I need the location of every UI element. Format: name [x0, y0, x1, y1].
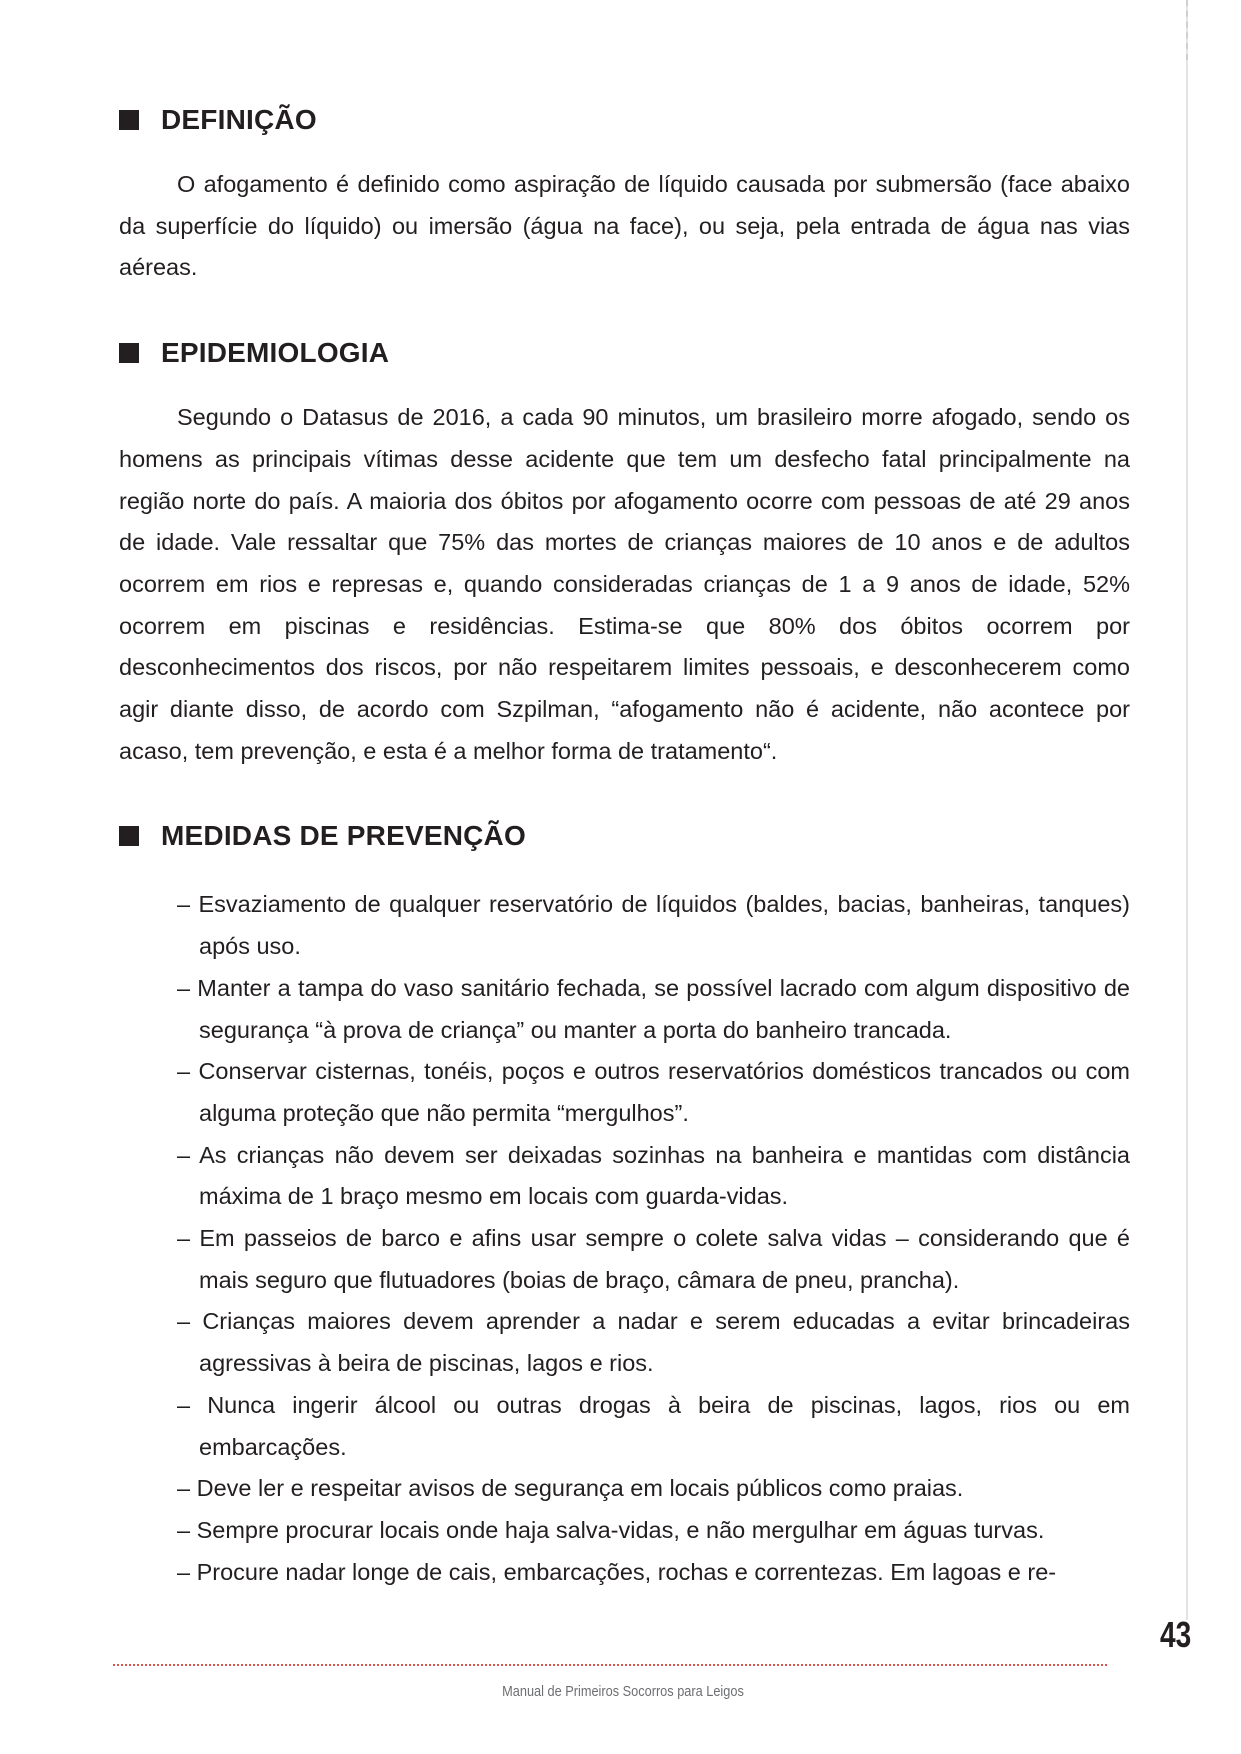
margin-rule	[1186, 0, 1188, 1620]
footer-divider	[113, 1664, 1107, 1666]
list-item: – As crianças não devem ser deixadas sozinhas na banheira e mantidas com distância máxima de 1 braço mesmo em locais com guarda-vidas.	[177, 1141, 1130, 1210]
list-item: – Nunca ingerir álcool ou outras drogas à beira de piscinas, lagos, rios ou em embarcações.	[177, 1391, 1130, 1460]
list-item: – Esvaziamento de qualquer reservatório de líquidos (baldes, bacias, banheiras, tanques) após uso.	[177, 891, 1130, 960]
list-item: – Crianças maiores devem aprender a nadar e serem educadas a evitar brincadeiras agressivas à beira de piscinas, lagos e rios.	[177, 1308, 1130, 1377]
list-item: – Deve ler e respeitar avisos de segurança em locais públicos como praias.	[177, 1475, 964, 1502]
section-epidemiologia	[119, 333, 1130, 772]
section-title-definicao	[119, 100, 1130, 140]
square-bullet-icon	[119, 826, 139, 846]
section-title-text: EPIDEMIOLOGIA	[161, 337, 390, 369]
list-item: – Procure nadar longe de cais, embarcações, rochas e correntezas. Em lagoas e re-	[177, 1558, 1057, 1585]
prevention-list	[119, 884, 1130, 1593]
section-title-text: MEDIDAS DE PREVENÇÃO	[161, 820, 526, 852]
section-title-text: DEFINIÇÃO	[161, 104, 317, 135]
section-title-epidemiologia	[119, 333, 1130, 373]
page-content	[119, 100, 1130, 1593]
square-bullet-icon	[119, 110, 139, 130]
epidemiologia-paragraph: Segundo o Datasus de 2016, a cada 90 minutos, um brasileiro morre afogado, sendo os homens as principais vítimas desse acidente que tem um desfecho fatal principalmente na região norte do país. A maioria dos óbitos por afogamento ocorre com pessoas de até 29 anos de idade. Vale ressaltar que 75% das mortes de crianças maiores de 10 anos e de adultos ocorrem em rios e represas e, quando consideradas crianças de 1 a 9 anos de idade, 52% ocorrem em piscinas e residências. Estima-se que 80% dos óbitos ocorrem por desconhecimentos dos riscos, por não respeitarem limites pessoais, e desconhecerem como agir diante disso, de acordo com Szpilman, “afogamento não é acidente, não acontece por acaso, tem prevenção, e esta é a melhor forma de tratamento“.	[119, 404, 1130, 764]
square-bullet-icon	[119, 343, 139, 363]
list-item: – Sempre procurar locais onde haja salva-vidas, e não mergulhar em águas turvas.	[177, 1516, 1045, 1543]
section-title-prevencao	[119, 816, 1130, 856]
list-item: – Em passeios de barco e afins usar sempre o colete salva vidas – considerando que é mais seguro que flutuadores (boias de braço, câmara de pneu, prancha).	[177, 1225, 1130, 1293]
margin-rule-dashed	[1186, 0, 1188, 60]
list-item: – Manter a tampa do vaso sanitário fechada, se possível lacrado com algum dispositivo de segurança “à prova de criança” ou manter a porta do banheiro trancada.	[177, 974, 1130, 1043]
section-definicao	[119, 100, 1130, 289]
footer-title: Manual de Primeiros Socorros para Leigos	[502, 1683, 744, 1700]
page-number: 43	[1160, 1614, 1192, 1655]
definicao-paragraph: O afogamento é definido como aspiração de líquido causada por submersão (face abaixo da superfície do líquido) ou imersão (água na face), ou seja, pela entrada de água nas vias aéreas.	[119, 171, 1130, 281]
section-prevencao	[119, 816, 1130, 1593]
list-item: – Conservar cisternas, tonéis, poços e outros reservatórios domésticos trancados ou com alguma proteção que não permita “mergulhos”.	[177, 1058, 1130, 1126]
